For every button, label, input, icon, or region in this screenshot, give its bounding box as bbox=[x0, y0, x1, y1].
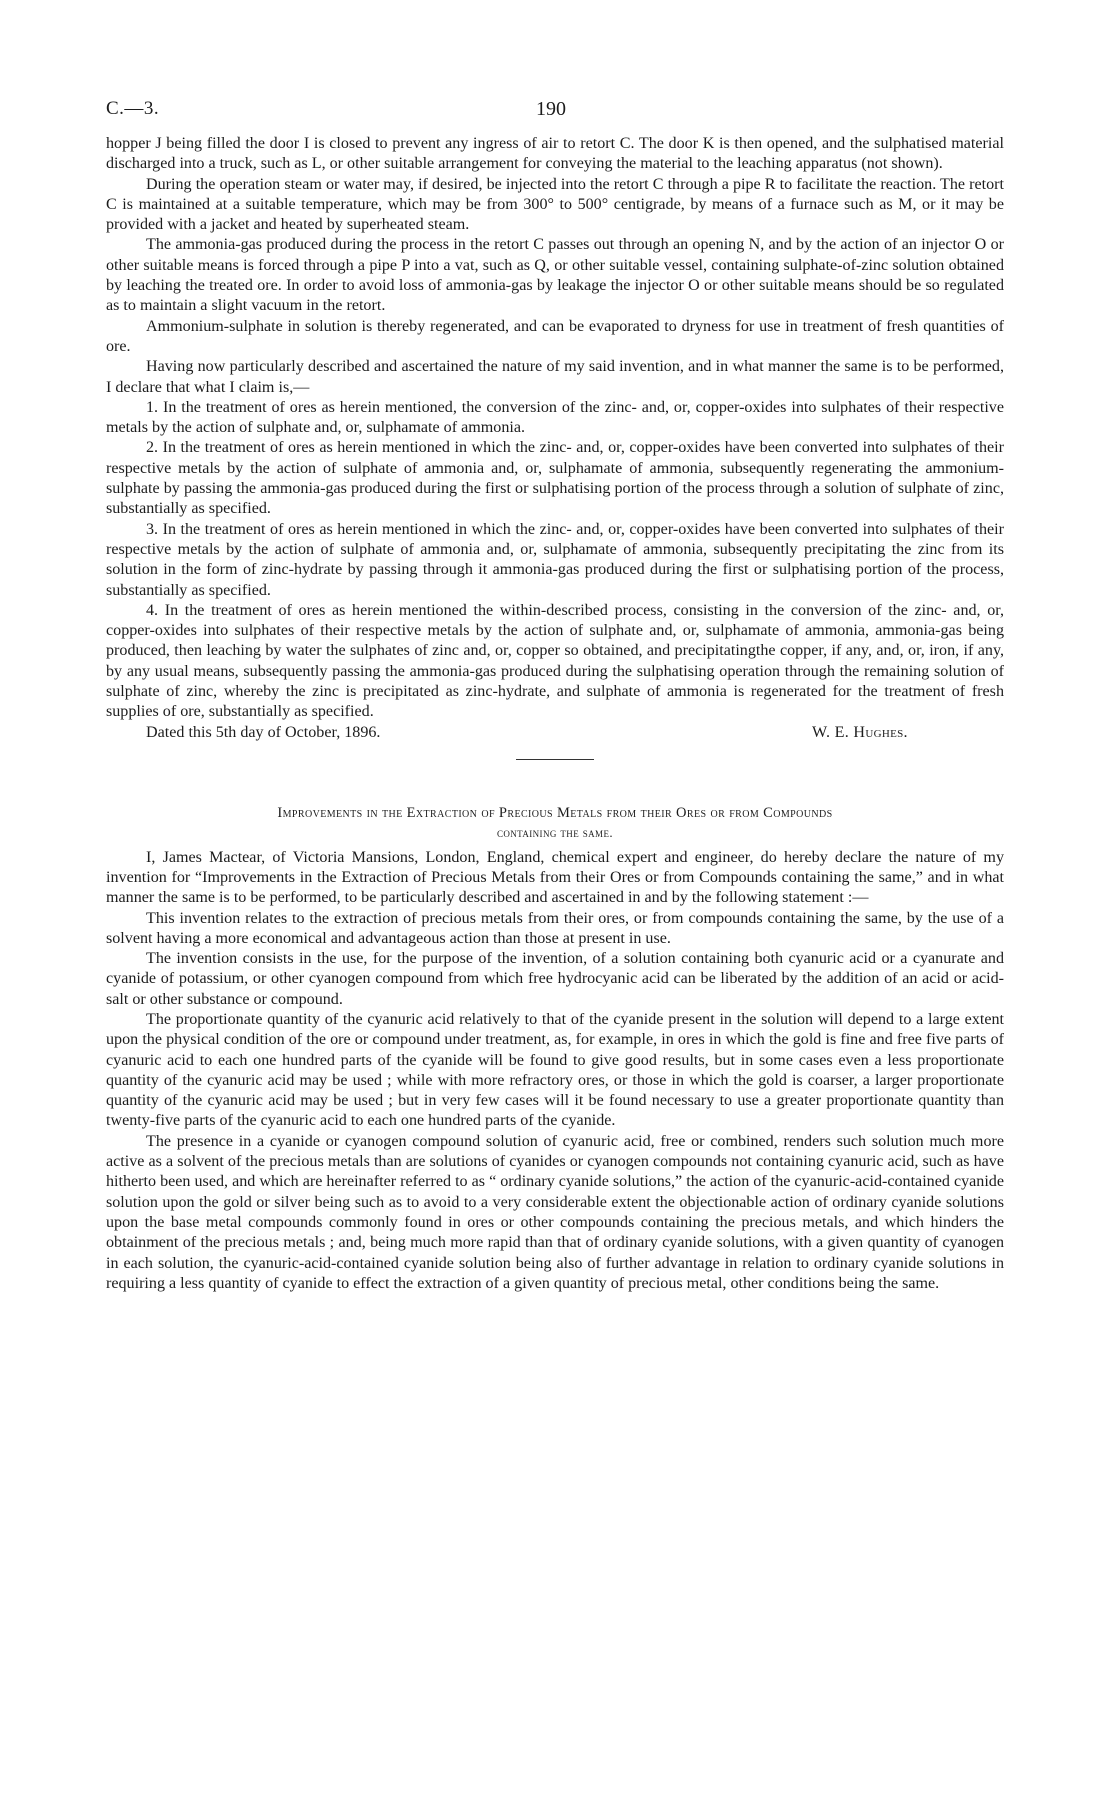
document-reference: C.—3. bbox=[106, 98, 160, 119]
paragraph: Having now particularly described and ascertained the nature of my said invention, and in what manner the same is to be performed, I declare that what I claim is,— bbox=[106, 358, 1004, 396]
signature: W. E. Hughes. bbox=[812, 723, 908, 741]
section-title-line-2: containing the same. bbox=[496, 824, 614, 840]
section-title bbox=[106, 804, 1004, 842]
paragraph: Ammonium-sulphate in solution is thereby regenerated, and can be evaporated to dryness for use in treatment of fresh quantities of ore. bbox=[106, 317, 1004, 355]
paragraph: hopper J being filled the door I is closed to prevent any ingress of air to retort C. The door K is then opened, and the sulphatised material discharged into a truck, such as L, or other suitable arrangement for conveying the material to the leaching apparatus (not shown). bbox=[106, 135, 1004, 173]
signature-line bbox=[106, 723, 1004, 745]
paragraph: I, James Mactear, of Victoria Mansions, London, England, chemical expert and engineer, do hereby declare the nature of my invention for “Improvements in the Extraction of Precious Metals from their Ores or from Compounds containing the same,” and in what manner the same is to be performed, to be particularly described and ascertained in and by the following statement :— bbox=[106, 848, 1004, 907]
paragraph: During the operation steam or water may, if desired, be injected into the retort C through a pipe R to facilitate the reaction. The retort C is maintained at a suitable temperature, which may be from 300° to 500° centigrade, by means of a furnace such as M, or it may be provided with a jacket and heated by superheated steam. bbox=[106, 175, 1004, 234]
paragraph: This invention relates to the extraction of precious metals from their ores, or from compounds containing the same, by the use of a solvent having a more economical and advantageous action than those at present in use. bbox=[106, 909, 1004, 947]
patent-specification bbox=[106, 848, 1004, 1295]
page-header bbox=[106, 98, 1004, 134]
dated-line: Dated this 5th day of October, 1896. bbox=[146, 723, 381, 741]
claim-4: 4. In the treatment of ores as herein mentioned the within-described process, consisting in the conversion of the zinc- and, or, copper-oxides into sulphates of their respective metals by the action of sulphate and, or, sulphamate of ammonia, ammonia-gas being produced, then leaching by water the sulphates of zinc and, or, copper so obtained, and precipitatingthe copper, if any, and, or, iron, if any, by any usual means, subsequently passing the ammonia-gas produced during the sulphatising operation through the remaining solution of sulphate of zinc, whereby the zinc is precipitated as zinc-hydrate, and sulphate of ammonia is regenerated for the treatment of fresh supplies of ore, substantially as specified. bbox=[106, 601, 1004, 721]
paragraph: The presence in a cyanide or cyanogen compound solution of cyanuric acid, free or combined, renders such solution much more active as a solvent of the precious metals than are solutions of cyanides or cyanogen compounds not containing cyanuric acid, such as have hitherto been used, and which are hereinafter referred to as “ ordinary cyanide solutions,” the action of the cyanuric-acid-contained cyanide solution upon the gold or silver being such as to avoid to a very considerable extent the objectionable action of ordinary cyanide solutions upon the base metal compounds commonly found in ores or other compounds containing the precious metals, and which hinders the obtainment of the precious metals ; and, being much more rapid than that of ordinary cyanide solutions, with a given quantity of cyanogen in each solution, the cyanuric-acid-contained cyanide solution being also of further advantage in relation to ordinary cyanide solutions in requiring a less quantity of cyanide to effect the extraction of a given quantity of precious metal, other conditions being the same. bbox=[106, 1132, 1004, 1292]
section-divider bbox=[516, 759, 594, 760]
page-number: 190 bbox=[536, 98, 566, 120]
patent-continuation bbox=[106, 134, 1004, 723]
claim-2: 2. In the treatment of ores as herein mentioned in which the zinc- and, or, copper-oxides have been converted into sulphates of their respective metals by the action of sulphate of ammonia and, or, sulphamate of ammonia, subsequently regenerating the ammonium-sulphate by passing the ammonia-gas produced during the first or sulphatising portion of the process through a solution of sulphate of zinc, substantially as specified. bbox=[106, 439, 1004, 518]
paragraph: The ammonia-gas produced during the process in the retort C passes out through an opening N, and by the action of an injector O or other suitable means is forced through a pipe P into a vat, such as Q, or other suitable vessel, containing sulphate-of-zinc solution obtained by leaching the treated ore. In order to avoid loss of ammonia-gas by leakage the injector O or other suitable means should be so regulated as to maintain a slight vacuum in the retort. bbox=[106, 236, 1004, 315]
paragraph: The invention consists in the use, for the purpose of the invention, of a solution containing both cyanuric acid or a cyanurate and cyanide of potassium, or other cyanogen compound from which free hydrocyanic acid can be liberated by the addition of an acid or acid-salt or other substance or compound. bbox=[106, 950, 1004, 1008]
claim-1: 1. In the treatment of ores as herein mentioned, the conversion of the zinc- and, or, copper-oxides into sulphates of their respective metals by the action of sulphate and, or, sulphamate of ammonia. bbox=[106, 398, 1004, 437]
section-title-line-1: Improvements in the Extraction of Precious Metals from their Ores or from Compounds bbox=[277, 804, 833, 821]
claim-3: 3. In the treatment of ores as herein mentioned in which the zinc- and, or, copper-oxides have been converted into sulphates of their respective metals by the action of sulphate of ammonia and, or, sulphamate of ammonia, subsequently precipitating the zinc from its solution in the form of zinc-hydrate by passing through it ammonia-gas produced during the first or sulphatising portion of the process, substantially as specified. bbox=[106, 520, 1004, 599]
document-page bbox=[106, 98, 1004, 1294]
paragraph: The proportionate quantity of the cyanuric acid relatively to that of the cyanide present in the solution will depend to a large extent upon the physical condition of the ore or compound under treatment, as, for example, in ores in which the gold is fine and free five parts of cyanuric acid to each one hundred parts of the cyanide will be found to give good results, but in some cases even a less proportionate quantity of the cyanuric acid may be used ; while with more refractory ores, or those in which the gold is coarser, a larger proportionate quantity of the cyanuric acid may be used ; but in very few cases will it be found necessary to use a greater proportionate quantity than twenty-five parts of the cyanuric acid to each one hundred parts of the cyanide. bbox=[106, 1010, 1004, 1130]
